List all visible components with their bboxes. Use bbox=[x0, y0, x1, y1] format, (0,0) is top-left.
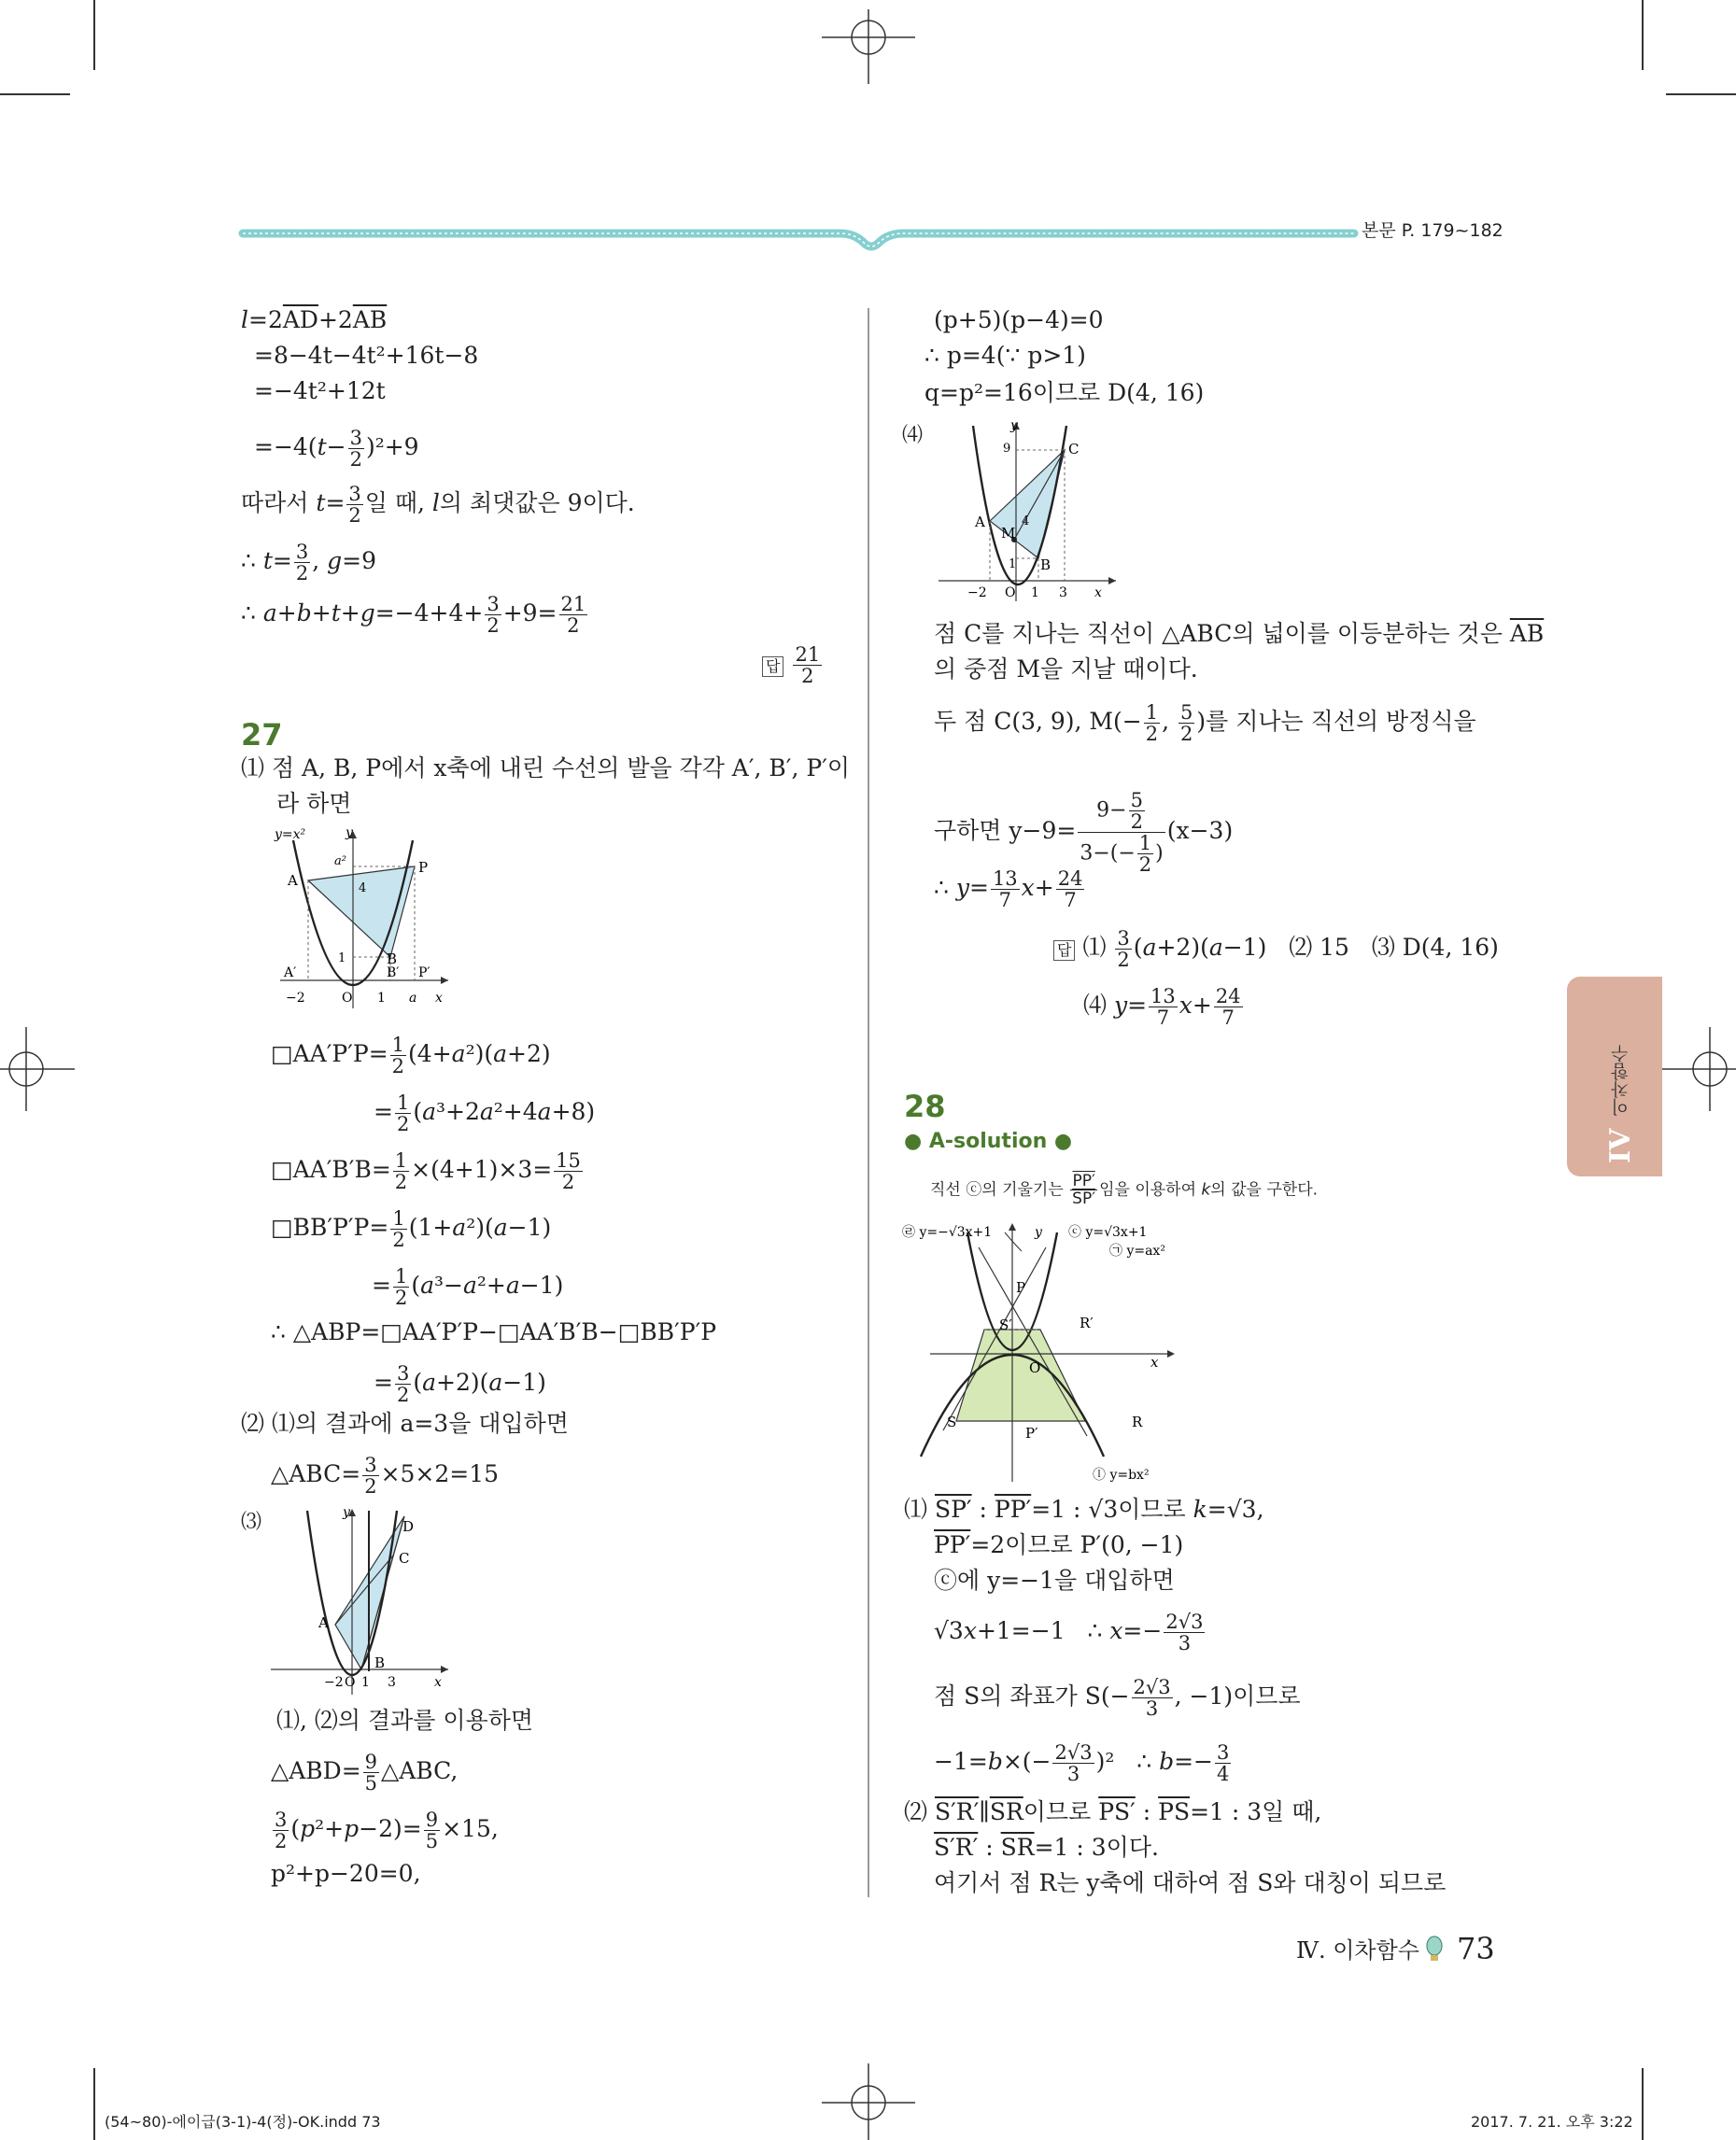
svg-text:S′: S′ bbox=[999, 1316, 1012, 1333]
svg-text:x: x bbox=[1150, 1354, 1159, 1371]
svg-text:O: O bbox=[1029, 1359, 1041, 1376]
svg-text:1: 1 bbox=[1031, 585, 1039, 600]
page-reference: 본문 P. 179~182 bbox=[1362, 220, 1503, 241]
equation-line: 구하면 y−9= 9− $\frac{5}{2}$ 3−(− $\frac{1}{2}$ ) (x−3) bbox=[934, 789, 1234, 876]
svg-text:A′: A′ bbox=[284, 965, 297, 980]
hint-text: 직선 ⓒ의 기울기는 $\frac{PP'}{SP'}$ 임을 이용하여 k의 값을 구한다. bbox=[930, 1172, 1319, 1208]
solution-line: S′R′ : $\overline{SR}=1$ : 3이다. bbox=[934, 1834, 1159, 1861]
text-line: ⑴ 점 A, B, P에서 x축에 내린 수선의 발을 각각 A′, B′, P′이 bbox=[241, 754, 851, 781]
equation-line: ∴ t= $\frac{3}{2}$ , g=9 bbox=[241, 541, 377, 584]
equation-line: (p+5)(p−4)=0 bbox=[934, 306, 1104, 333]
solution-line: ⑴ SP′ : PP′=1 : √3이므로 k=√3, bbox=[904, 1496, 1264, 1523]
crop-mark bbox=[1642, 0, 1644, 70]
text-line: 의 중점 M을 지날 때이다. bbox=[934, 655, 1198, 683]
svg-text:a²: a² bbox=[334, 854, 346, 868]
equation-line: □BB′P′P= $\frac{1}{2}$ (1+a²)(a−1) bbox=[271, 1207, 552, 1251]
svg-text:㉠ y=ax²: ㉠ y=ax² bbox=[1109, 1244, 1165, 1259]
answer-box: 답 ⑴ $\frac{3}{2}$ (a+2)(a−1) ⑵ 15 ⑶ D(4, 16) bbox=[1053, 928, 1499, 970]
svg-text:−2: −2 bbox=[286, 991, 305, 1006]
question-number: 28 bbox=[904, 1089, 946, 1124]
svg-text:P: P bbox=[418, 859, 429, 876]
svg-text:B: B bbox=[1040, 556, 1051, 573]
a-solution-heading: ● A-solution ● bbox=[904, 1130, 1073, 1153]
svg-text:y: y bbox=[343, 1505, 350, 1520]
equation-line: =−4(t− $\frac{3}{2}$ )²+9 bbox=[254, 427, 419, 471]
text-line: ⑵ ⑴의 결과에 a=3을 대입하면 bbox=[241, 1410, 569, 1437]
svg-text:O: O bbox=[1005, 585, 1016, 600]
equation-line: $\frac{3}{2}$ (p²+p−2)= $\frac{9}{5}$ ×15, bbox=[275, 1809, 499, 1852]
equation-line: ∴ a+b+t+g=−4+4+ $\frac{3}{2}$ +9= $\frac{21}{2}$ bbox=[241, 593, 586, 637]
registration-mark bbox=[1661, 1027, 1736, 1111]
svg-text:−2: −2 bbox=[324, 1675, 344, 1690]
svg-text:A: A bbox=[975, 514, 985, 530]
equation-line: ∴ △ABP=□AA′P′P−□AA′B′B−□BB′P′P bbox=[271, 1318, 717, 1345]
svg-text:S: S bbox=[947, 1414, 957, 1430]
svg-text:4: 4 bbox=[359, 881, 367, 895]
text-line: ⑴, ⑵의 결과를 이용하면 bbox=[276, 1707, 533, 1734]
answer-label: 답 bbox=[1053, 940, 1075, 961]
solution-line: 점 S의 좌표가 S(− $\frac{2√3}{3}$ , −1)이므로 bbox=[934, 1676, 1301, 1720]
svg-text:O: O bbox=[342, 991, 353, 1006]
svg-text:y: y bbox=[1010, 418, 1018, 433]
svg-text:9: 9 bbox=[1003, 442, 1011, 456]
solution-line: ⓒ에 y=−1을 대입하면 bbox=[934, 1567, 1175, 1594]
answer-line: ⑷ y= $\frac{13}{7}$ x+ $\frac{24}{7}$ bbox=[1083, 985, 1241, 1029]
svg-text:y: y bbox=[1035, 1225, 1042, 1240]
svg-text:x: x bbox=[435, 991, 443, 1006]
crop-mark bbox=[0, 93, 70, 95]
svg-text:ⓒ y=√3x+1: ⓒ y=√3x+1 bbox=[1068, 1225, 1148, 1240]
svg-text:A: A bbox=[288, 872, 298, 889]
svg-text:B: B bbox=[374, 1654, 386, 1671]
equation-line: = $\frac{3}{2}$ (a+2)(a−1) bbox=[374, 1362, 546, 1406]
equation-line: △ABC= $\frac{3}{2}$ ×5×2=15 bbox=[271, 1454, 500, 1498]
parabola-graph-1 bbox=[271, 822, 458, 1013]
svg-text:C: C bbox=[1068, 441, 1080, 458]
svg-text:C: C bbox=[399, 1550, 410, 1567]
tab-roman: IV bbox=[1604, 1128, 1637, 1163]
crop-mark bbox=[1642, 2068, 1644, 2140]
svg-text:M: M bbox=[1001, 525, 1016, 542]
solution-line: ⑵ $S'R'\parallel\overline{SR}$이므로 PS′ : $\overline{PS}=1$ : 3일 때, bbox=[904, 1798, 1322, 1825]
svg-text:x: x bbox=[434, 1675, 442, 1690]
equation-line: =−4t²+12t bbox=[254, 377, 386, 404]
svg-text:D: D bbox=[402, 1518, 415, 1535]
svg-text:x: x bbox=[1094, 585, 1102, 600]
svg-text:1: 1 bbox=[1009, 557, 1017, 571]
part-label: ⑷ bbox=[902, 424, 924, 447]
answer-box: 답 $\frac{21}{2}$ bbox=[762, 644, 824, 686]
svg-text:A: A bbox=[318, 1614, 329, 1631]
svg-text:3: 3 bbox=[1059, 585, 1067, 600]
svg-text:1: 1 bbox=[361, 1675, 370, 1690]
part-label: ⑶ bbox=[241, 1511, 262, 1534]
parabola-graph-2 bbox=[266, 1503, 453, 1699]
graph-label: y=x² bbox=[275, 827, 306, 842]
svg-text:P′: P′ bbox=[418, 965, 430, 980]
question-number: 27 bbox=[241, 717, 283, 753]
column-divider bbox=[868, 308, 869, 1897]
svg-text:R′: R′ bbox=[1080, 1315, 1094, 1331]
equation-line: $l=2\overline{AD}+2\overline{AB}$ bbox=[241, 306, 388, 333]
equation-line: = $\frac{1}{2}$ (a³−a²+a−1) bbox=[372, 1265, 564, 1309]
equation-line: □AA′P′P= $\frac{1}{2}$ (4+a²)(a+2) bbox=[271, 1034, 551, 1077]
equation-line: □AA′B′B= $\frac{1}{2}$ ×(4+1)×3= $\frac{15}{2}$ bbox=[271, 1149, 581, 1193]
registration-mark bbox=[822, 9, 915, 84]
text-line: 따라서 t= $\frac{3}{2}$ 일 때, l의 최댓값은 9이다. bbox=[241, 483, 635, 527]
registration-mark bbox=[0, 1027, 75, 1111]
solution-line: √3x+1=−1 ∴ x=− $\frac{2√3}{3}$ bbox=[934, 1611, 1204, 1654]
svg-text:P′: P′ bbox=[1025, 1425, 1038, 1442]
svg-text:B: B bbox=[387, 950, 398, 967]
svg-text:4: 4 bbox=[1022, 514, 1030, 528]
svg-text:−2: −2 bbox=[967, 585, 987, 600]
lightbulb-icon bbox=[1423, 1935, 1446, 1966]
text-line: 점 C를 지나는 직선이 △ABC의 넓이를 이등분하는 것은 $\overline{AB}$ bbox=[934, 620, 1545, 647]
svg-text:1: 1 bbox=[338, 951, 346, 965]
solution-line: PP′=2이므로 P′(0, −1) bbox=[934, 1531, 1184, 1558]
text-line: 라 하면 bbox=[276, 790, 352, 817]
equation-line: q=p²=16이므로 D(4, 16) bbox=[924, 379, 1205, 406]
answer-label: 답 bbox=[762, 656, 783, 677]
svg-text:B′: B′ bbox=[387, 965, 400, 980]
svg-text:3: 3 bbox=[388, 1675, 396, 1690]
crop-mark bbox=[93, 0, 95, 70]
chapter-footer: Ⅳ. 이차함수 bbox=[1296, 1937, 1419, 1964]
equation-line: p²+p−20=0, bbox=[271, 1860, 421, 1887]
text-line: 두 점 C(3, 9), M(− $\frac{1}{2}$ , $\frac{5}{2}$ )를 지나는 직선의 방정식을 bbox=[934, 701, 1476, 745]
svg-text:㉣ y=−√3x+1: ㉣ y=−√3x+1 bbox=[902, 1225, 993, 1240]
equation-line: ∴ p=4(∵ p>1) bbox=[924, 342, 1086, 369]
svg-text:y: y bbox=[346, 825, 353, 840]
crop-mark bbox=[1666, 93, 1736, 95]
tab-text: 이차함수 bbox=[1611, 1044, 1631, 1116]
equation-line: △ABD= $\frac{9}{5}$ △ABC, bbox=[271, 1751, 459, 1795]
svg-text:a: a bbox=[409, 991, 417, 1006]
equation-line: ∴ y= $\frac{13}{7}$ x+ $\frac{24}{7}$ bbox=[934, 867, 1083, 911]
solution-line: −1=b×(− $\frac{2√3}{3}$ )² ∴ b=− $\frac{3}{4}$ bbox=[934, 1741, 1230, 1785]
parabola-graph-3 bbox=[934, 416, 1121, 603]
header-line bbox=[238, 215, 1359, 261]
parabola-graph-4 bbox=[902, 1216, 1192, 1486]
solution-line: 여기서 점 R는 y축에 대하여 점 S와 대칭이 되므로 bbox=[934, 1869, 1447, 1896]
svg-text:R: R bbox=[1132, 1414, 1143, 1430]
file-info: (54~80)-에이급(3-1)-4(정)-OK.indd 73 bbox=[105, 2113, 381, 2131]
svg-text:1: 1 bbox=[377, 991, 386, 1006]
page-number: 73 bbox=[1457, 1931, 1495, 1966]
timestamp: 2017. 7. 21. 오후 3:22 bbox=[1471, 2113, 1633, 2131]
registration-mark bbox=[822, 2063, 915, 2140]
svg-text:P: P bbox=[1016, 1279, 1026, 1296]
equation-line: =8−4t−4t²+16t−8 bbox=[254, 342, 479, 369]
svg-text:O: O bbox=[345, 1675, 356, 1690]
svg-text:ⓛ y=bx²: ⓛ y=bx² bbox=[1093, 1468, 1150, 1483]
equation-line: = $\frac{1}{2}$ (a³+2a²+4a+8) bbox=[374, 1091, 596, 1135]
chapter-side-tab bbox=[1567, 977, 1662, 1176]
crop-mark bbox=[93, 2068, 95, 2140]
